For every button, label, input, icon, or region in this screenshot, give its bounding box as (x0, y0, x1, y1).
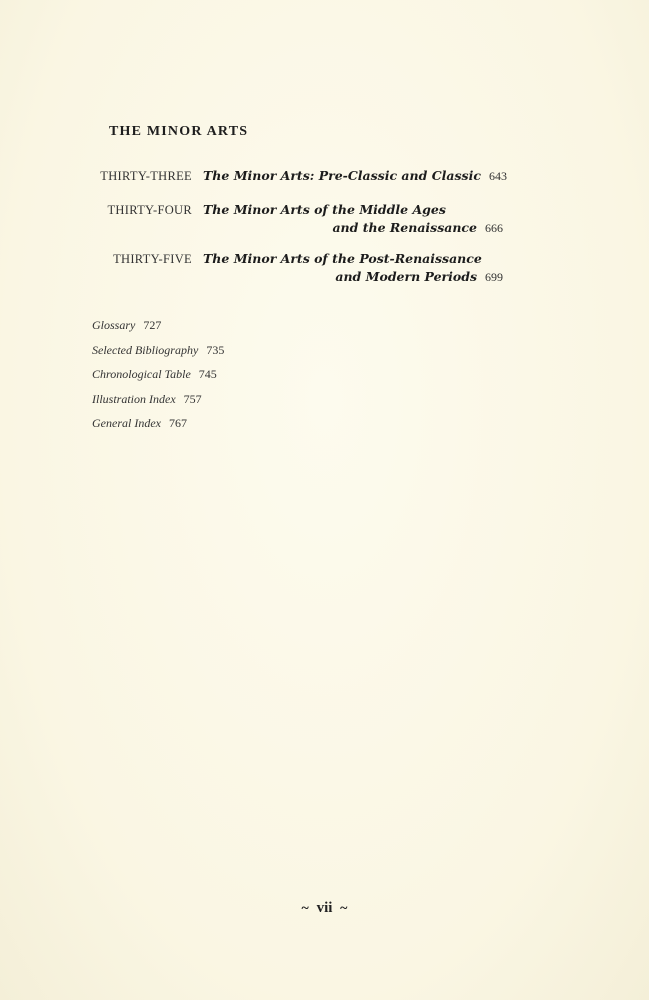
back-matter-entry (92, 367, 224, 392)
entry-label: General Index (92, 416, 161, 430)
entry-page: 735 (206, 342, 225, 357)
ornament-right-icon: ~ (340, 901, 348, 916)
chapter-title-line2 (332, 220, 503, 236)
chapter-title (203, 168, 507, 184)
chapter-title: The Minor Arts of the Post-Renaissance (203, 251, 482, 266)
chapter-title: The Minor Arts of the Middle Ages (203, 202, 446, 217)
entry-page: 757 (183, 391, 202, 406)
entry-page: 767 (168, 416, 187, 430)
chapter-page: 666 (485, 221, 503, 235)
entry-label: Illustration Index (92, 391, 176, 406)
back-matter-entry (92, 416, 224, 441)
back-matter-entry (92, 343, 224, 368)
chapter-title-line2 (335, 269, 503, 285)
back-matter-list (92, 318, 224, 441)
chapter-title-text: and Modern Periods (335, 269, 477, 284)
entry-label: Selected Bibliography (92, 342, 199, 357)
chapter-number: THIRTY-FOUR (107, 203, 192, 217)
chapter-number: THIRTY-FIVE (113, 252, 192, 266)
chapter-page: 643 (488, 169, 507, 183)
page-folio (0, 900, 649, 917)
entry-label: Glossary (92, 318, 136, 332)
chapter-title-text: and the Renaissance (332, 220, 477, 235)
back-matter-entry (92, 392, 224, 417)
folio-number: vii (316, 900, 333, 916)
back-matter-entry (92, 318, 224, 343)
chapter-title-text: The Minor Arts: Pre-Classic and Classic (203, 168, 481, 183)
ornament-left-icon: ~ (301, 901, 309, 916)
chapter-page: 699 (485, 270, 503, 284)
chapter-number: THIRTY-THREE (100, 169, 192, 183)
section-title: THE MINOR ARTS (109, 124, 249, 139)
entry-page: 727 (143, 318, 162, 332)
entry-label: Chronological Table (92, 367, 191, 381)
entry-page: 745 (198, 367, 217, 381)
